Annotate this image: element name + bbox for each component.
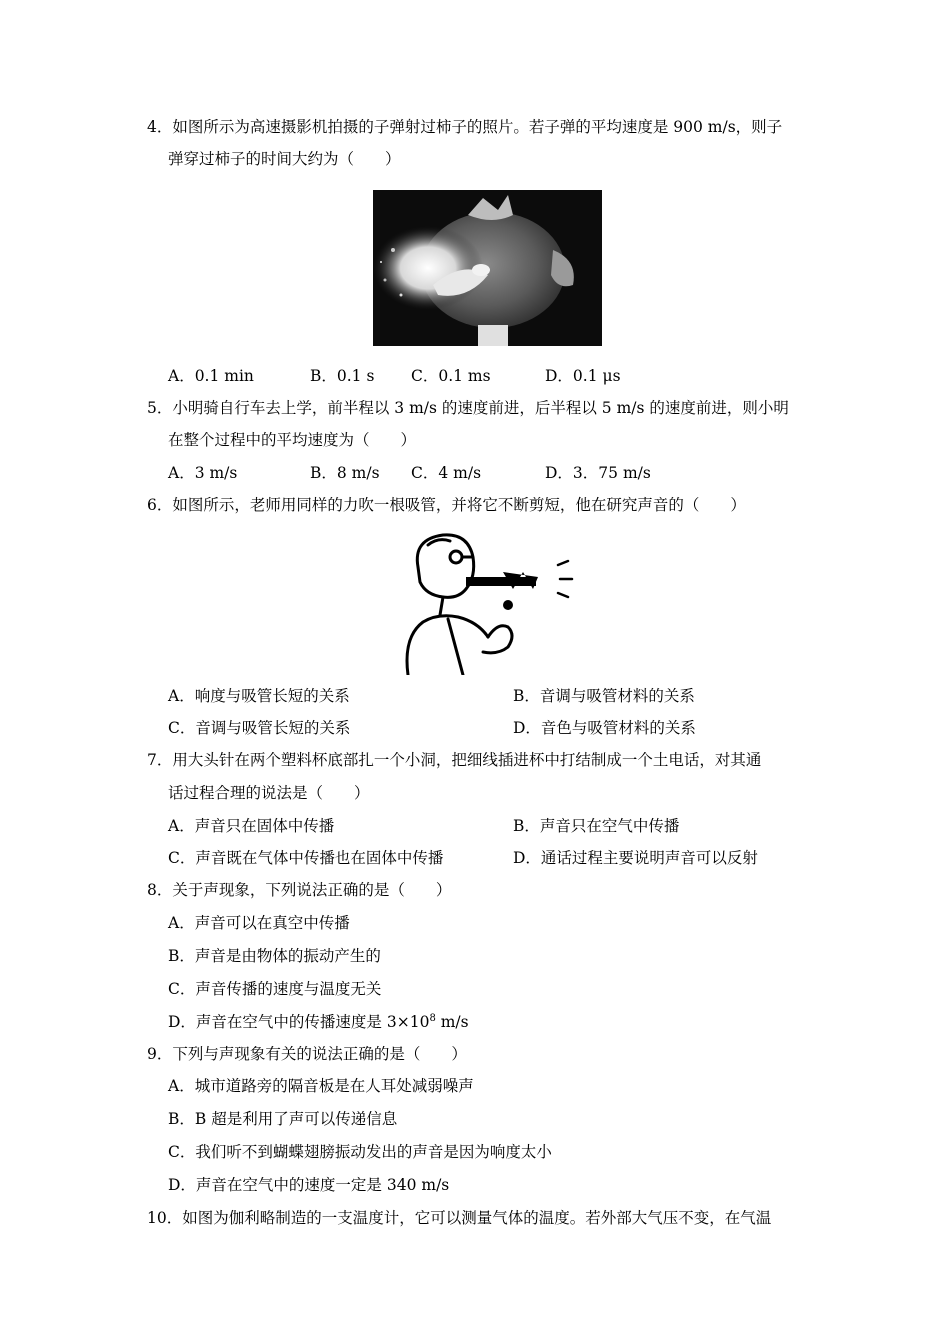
q7-option-b: B．声音只在空气中传播 bbox=[513, 817, 680, 835]
q9-option-b: B．B 超是利用了声可以传递信息 bbox=[168, 1110, 398, 1128]
q5-stem-line1: 5．小明骑自行车去上学，前半程以 3 m/s 的速度前进，后半程以 5 m/s 的速度前进，则小明 bbox=[147, 399, 789, 417]
q8-option-d-prefix: D．声音在空气中的传播速度是 3×10 bbox=[168, 1013, 430, 1031]
q7-option-d: D．通话过程主要说明声音可以反射 bbox=[513, 849, 758, 867]
q9-option-c: C．我们听不到蝴蝶翅膀振动发出的声音是因为响度太小 bbox=[168, 1143, 552, 1161]
q4-option-a: A．0.1 min bbox=[168, 367, 254, 385]
q4-option-d: D．0.1 μs bbox=[545, 367, 621, 385]
q8-option-d-exponent: 8 bbox=[429, 1012, 436, 1024]
q6-option-d: D．音色与吸管材料的关系 bbox=[513, 719, 696, 737]
q8-option-c: C．声音传播的速度与温度无关 bbox=[168, 980, 382, 998]
bullet-persimmon-illustration bbox=[373, 190, 602, 346]
q5-option-a: A．3 m/s bbox=[168, 464, 238, 482]
q6-stem-line1: 6．如图所示，老师用同样的力吹一根吸管，并将它不断剪短，他在研究声音的（ ） bbox=[147, 496, 746, 514]
q4-option-c: C．0.1 ms bbox=[411, 367, 491, 385]
q5-option-c: C．4 m/s bbox=[411, 464, 482, 482]
q5-stem-line2: 在整个过程中的平均速度为（ ） bbox=[168, 431, 417, 449]
q9-option-d: D．声音在空气中的速度一定是 340 m/s bbox=[168, 1176, 450, 1194]
q5-option-d: D．3．75 m/s bbox=[545, 464, 651, 482]
q6-option-b: B．音调与吸管材料的关系 bbox=[513, 687, 695, 705]
bullet-persimmon-photo bbox=[373, 190, 602, 346]
q10-stem-line1: 10．如图为伽利略制造的一支温度计，它可以测量气体的温度。若外部大气压不变，在气温 bbox=[147, 1209, 772, 1227]
q7-stem-line1: 7．用大头针在两个塑料杯底部扎一个小洞，把细线插进杯中打结制成一个土电话，对其通 bbox=[147, 751, 762, 769]
q8-stem-line1: 8．关于声现象，下列说法正确的是（ ） bbox=[147, 881, 452, 899]
q8-option-d-suffix: m/s bbox=[435, 1013, 469, 1031]
q7-option-a: A．声音只在固体中传播 bbox=[168, 817, 335, 835]
q7-option-c: C．声音既在气体中传播也在固体中传播 bbox=[168, 849, 444, 867]
q6-option-a: A．响度与吸管长短的关系 bbox=[168, 687, 350, 705]
q8-option-a: A．声音可以在真空中传播 bbox=[168, 914, 350, 932]
q4-stem-line1: 4．如图所示为高速摄影机拍摄的子弹射过柿子的照片。若子弹的平均速度是 900 m/s，则子 bbox=[147, 118, 783, 136]
q7-stem-line2: 话过程合理的说法是（ ） bbox=[168, 784, 370, 802]
q6-option-c: C．音调与吸管长短的关系 bbox=[168, 719, 351, 737]
q9-option-a: A．城市道路旁的隔音板是在人耳处减弱噪声 bbox=[168, 1077, 474, 1095]
q8-option-b: B．声音是由物体的振动产生的 bbox=[168, 947, 381, 965]
teacher-blowing-straw-illustration bbox=[388, 527, 578, 675]
q4-option-b: B．0.1 s bbox=[310, 367, 375, 385]
q5-option-b: B．8 m/s bbox=[310, 464, 380, 482]
q8-option-d bbox=[168, 1012, 469, 1032]
q9-stem-line1: 9．下列与声现象有关的说法正确的是（ ） bbox=[147, 1045, 467, 1063]
q4-stem-line2: 弹穿过柿子的时间大约为（ ） bbox=[168, 150, 401, 168]
